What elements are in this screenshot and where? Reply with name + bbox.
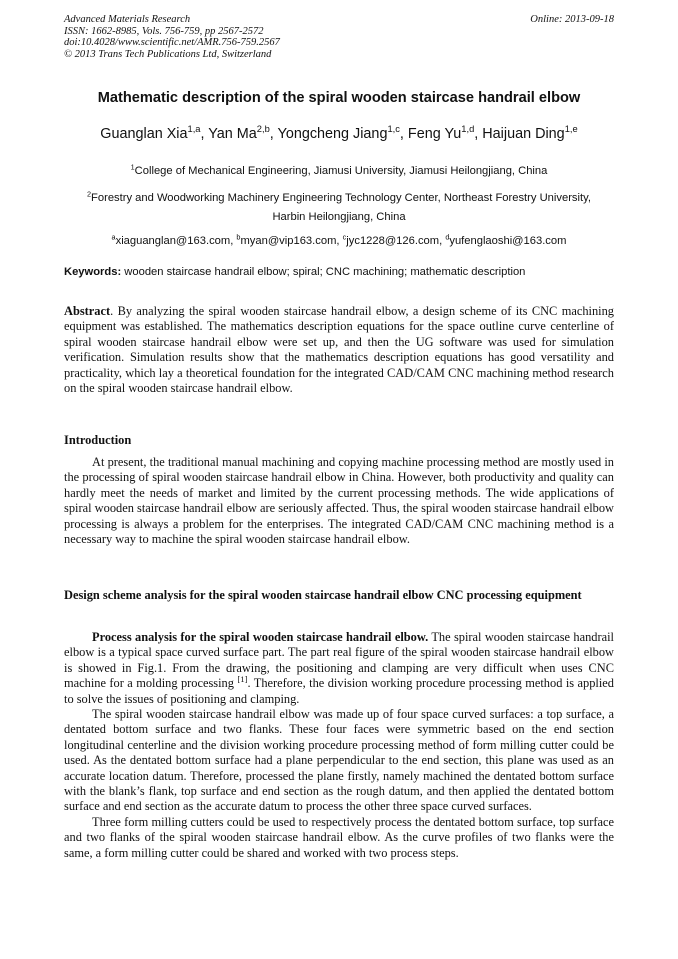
email-address: myan@vip163.com bbox=[240, 235, 337, 247]
keywords-text: wooden staircase handrail elbow; spiral; CNC machining; mathematic description bbox=[121, 266, 526, 278]
author-sup: 1,e bbox=[564, 124, 578, 135]
author-sup: 2,b bbox=[256, 124, 270, 135]
email-sup: a bbox=[111, 232, 116, 242]
author-sup: 1,c bbox=[387, 124, 400, 135]
email-address: jyc1228@126.com bbox=[346, 235, 440, 247]
email-sup: b bbox=[236, 232, 241, 242]
journal-name: Advanced Materials Research bbox=[64, 14, 191, 25]
author-sup: 1,d bbox=[461, 124, 475, 135]
introduction-paragraph: At present, the traditional manual machining and copying machine processing method are mostly used in the processing of spiral wooden staircase handrail elbow in China. However, both productivity and quality can hardly meet the needs of market and limited by the current processing methods. The wide applications of spiral wooden staircase handrail elbow are seriously affected. Thus, the spiral wooden staircase handrail elbow processing is always a problem for the enterprises. The integrated CAD/CAM CNC machining method is a necessary way to machine the spiral wooden staircase handrail elbow. bbox=[64, 455, 614, 547]
email-address: xiaguanglan@163.com bbox=[115, 235, 231, 247]
design-paragraph-3: Three form milling cutters could be used to respectively process the dentated bottom surface, top surface and two flanks of the spiral wooden staircase handrail elbow. As the curve profiles of two flanks were the same, a form milling cutter could be shared and worked with two process steps. bbox=[64, 814, 614, 860]
paragraph-text: The spiral wooden staircase handrail elbow is a typical space curved surface part. The part real figure of the spiral wooden staircase handrail elbow is showed in Fig.1. From the drawing, the positioning and clamping are very difficult when uses CNC machine for a molding processing bbox=[64, 630, 614, 691]
online-date: Online: 2013-09-18 bbox=[530, 14, 614, 25]
author-name: Guanglan Xia bbox=[100, 126, 188, 142]
design-paragraph-2: The spiral wooden staircase handrail elbow was made up of four space curved surfaces: a top surface, a dentated bottom surface and two flanks. These four faces were symmetric based on the end section longitudinal centerline and the division working procedure processing method of form milling cutter could be used. As the dentated bottom surface had a plane perpendicular to the end section, this plane was used as an accurate location datum. Therefore, processed the plane firstly, namely machined the dentated bottom surface with the blank’s flank, top surface and end section as the rough datum, and then applied the dentated bottom surface and end section as the accurate datum to process the other three space curved surfaces. bbox=[64, 707, 614, 814]
author-name: Yongcheng Jiang bbox=[277, 126, 388, 142]
paper-title: Mathematic description of the spiral wooden staircase handrail elbow bbox=[97, 90, 581, 106]
email-address: yufenglaoshi@163.com bbox=[449, 235, 567, 247]
affiliation-text: College of Mechanical Engineering, Jiamusi University, Jiamusi Heilongjiang, China bbox=[134, 165, 548, 177]
author-list: Guanglan Xia$^{1,a}$, Yan Ma$^{2,b}$, Yongcheng Jiang$^{1,c}$, Feng Yu$^{1,d}$, Haijuan Ding$^{1,e}$ bbox=[100, 124, 578, 142]
introduction-heading: Introduction bbox=[64, 433, 132, 447]
process-analysis-heading: Process analysis for the spiral wooden staircase handrail elbow. bbox=[92, 630, 429, 644]
author-name: Haijuan Ding bbox=[482, 126, 565, 142]
reference-link[interactable]: [1] bbox=[237, 674, 248, 685]
copyright-line: © 2013 Trans Tech Publications Ltd, Switzerland bbox=[64, 48, 272, 60]
email-sup: d bbox=[445, 232, 450, 242]
keywords-label: Keywords: bbox=[64, 266, 122, 278]
paragraph-text: . Therefore, the division working procedure processing method is applied to solve the issues of positioning and clamping. bbox=[64, 676, 614, 706]
affiliation-text: Forestry and Woodworking Machinery Engineering Technology Center, Northeast Forestry University, Harbin Heilongjiang, China bbox=[91, 192, 591, 223]
affiliation-sup: 2 bbox=[87, 189, 92, 199]
affiliation-sup: 1 bbox=[130, 162, 135, 172]
affiliation-1 bbox=[60, 162, 618, 181]
journal-header bbox=[64, 14, 280, 60]
issn-line: ISSN: 1662-8985, Vols. 756-759, pp 2567-2572 bbox=[64, 25, 264, 37]
abstract bbox=[64, 304, 614, 396]
doi-line: doi:10.4028/www.scientific.net/AMR.756-759.2567 bbox=[64, 37, 280, 49]
keywords bbox=[64, 266, 614, 278]
email-list: $^a$xiaguanglan@163.com, $^b$myan@vip163.com, $^c$jyc1228@126.com, $^d$yufenglaoshi@163.com bbox=[111, 232, 567, 247]
email-sup: c bbox=[342, 232, 347, 242]
design-paragraph-1 bbox=[64, 630, 614, 707]
design-heading: Design scheme analysis for the spiral wooden staircase handrail elbow CNC processing equipment bbox=[64, 588, 582, 602]
author-name: Yan Ma bbox=[208, 126, 257, 142]
abstract-label: Abstract bbox=[64, 304, 111, 318]
design-section bbox=[64, 630, 614, 861]
author-name: Feng Yu bbox=[407, 126, 462, 142]
author-sup: 1,a bbox=[187, 124, 201, 135]
abstract-text: . By analyzing the spiral wooden staircase handrail elbow, a design scheme of its CNC machining equipment was established. The mathematics description equations for the space outline curve centerline of spiral wooden staircase handrail elbow were set up, and then the UG software was used for simulation verification. Simulation results show that the mathematics description equations has good versatility and practicality, which lay a theoretical foundation for the integrated CAD/CAM CNC machining method research on the spiral wooden staircase handrail elbow. bbox=[64, 304, 614, 396]
affiliation-2 bbox=[80, 189, 598, 227]
